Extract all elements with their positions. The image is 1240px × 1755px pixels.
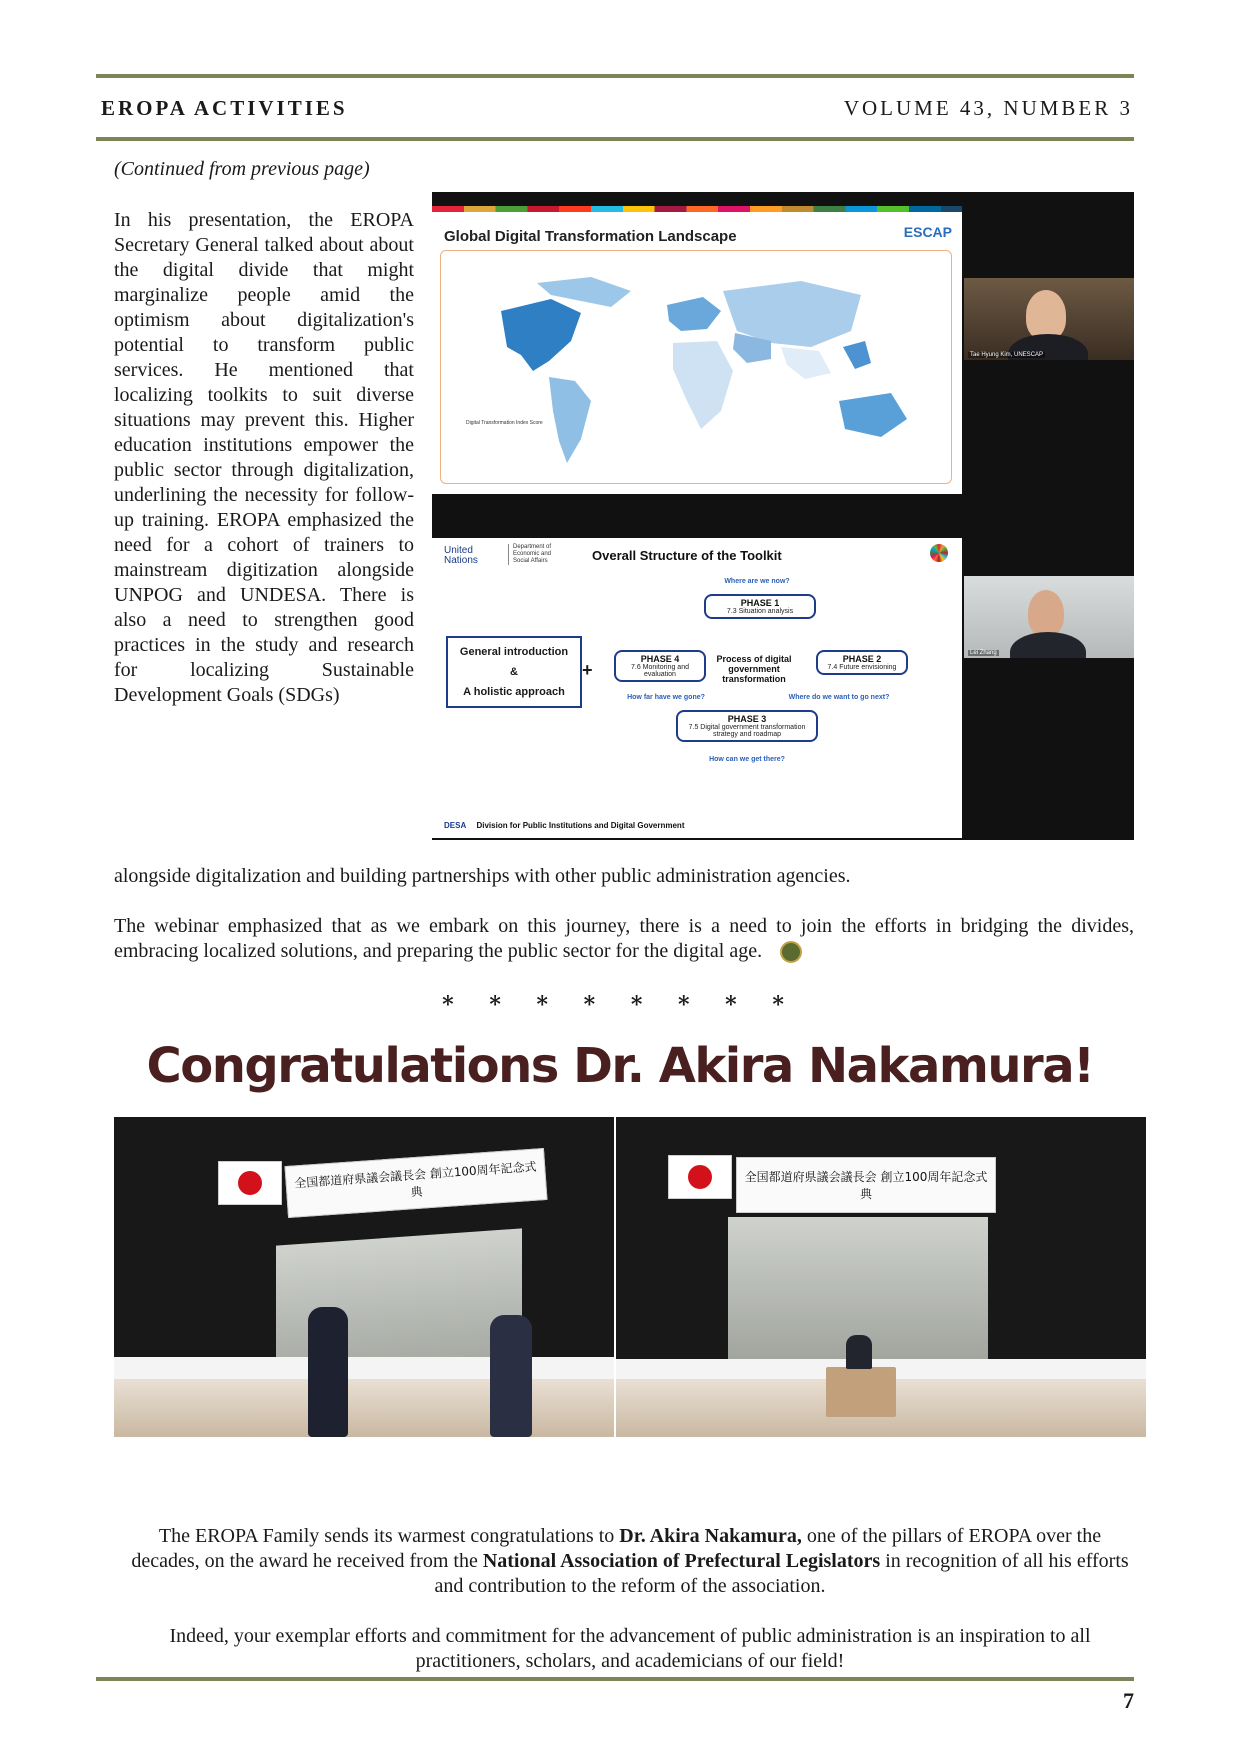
intro-line1: General introduction xyxy=(459,646,569,658)
japan-flag-icon xyxy=(218,1161,282,1205)
article-continuation: alongside digitalization and building partnerships with other public administration agencies. xyxy=(114,865,851,887)
sdg-wheel-icon xyxy=(930,544,948,562)
phase-sub: 7.4 Future envisioning xyxy=(827,664,897,671)
ceremony-photo-award xyxy=(114,1117,614,1437)
caption-text: one of the pillars of EROPA over the decades, on the award he received from the xyxy=(131,1525,1102,1572)
phase-3-box xyxy=(676,710,818,742)
intro-box xyxy=(446,636,582,708)
caption-text: in recognition of all his efforts and contribution to the reform of the association. xyxy=(434,1550,1129,1597)
world-map-icon xyxy=(441,251,951,483)
phase-title: PHASE 2 xyxy=(842,654,882,664)
desa-department xyxy=(508,544,551,565)
question-bottom: How can we get there? xyxy=(709,756,785,763)
desa-logo: DESA xyxy=(444,821,467,830)
ceremony-banner: 全国都道府県議会議長会 創立100周年記念式典 xyxy=(736,1157,996,1213)
slide-footer xyxy=(444,821,684,830)
header-rule xyxy=(96,137,1134,141)
closing-text: The webinar emphasized that as we embark on this journey, there is a need to join the efforts in bridging the divides, embracing localized solutions, and preparing the public sector for the digital age. xyxy=(114,915,1134,962)
map-frame xyxy=(440,250,952,484)
volume-number: VOLUME 43, NUMBER 3 xyxy=(843,96,1133,120)
phase-2-box xyxy=(816,650,908,675)
phase-4-box xyxy=(614,650,706,682)
ceremony-photo-speech xyxy=(616,1117,1146,1437)
un-logo-line1: United xyxy=(444,545,473,556)
eropa-seal-icon xyxy=(780,941,802,963)
speaker-video-tile-1 xyxy=(964,278,1134,360)
association-name: National Association of Prefectural Legislators xyxy=(482,1550,881,1572)
awardee-figure xyxy=(490,1315,532,1437)
webinar-screenshot-collage xyxy=(432,192,1134,840)
speaker-name-label: Lei Zhang xyxy=(970,650,997,656)
phase-sub: 7.5 Digital government transformation strategy and roadmap xyxy=(688,724,806,738)
congratulations-heading: Congratulations Dr. Akira Nakamura! xyxy=(146,1038,1094,1094)
phase-sub: 7.3 Situation analysis xyxy=(726,608,794,615)
process-center: Process of digital government transformation xyxy=(716,654,792,684)
ceremony-banner: 全国都道府県議会議長会 創立100周年記念式典 xyxy=(285,1148,548,1218)
slide-digital-landscape xyxy=(432,206,962,494)
un-logo-line2: Nations xyxy=(444,555,478,566)
speaker-body xyxy=(1010,632,1086,658)
division-name: Division for Public Institutions and Digital Government xyxy=(476,821,685,830)
podium xyxy=(826,1367,896,1417)
article-column-text: In his presentation, the EROPA Secretary General talked about about the digital divide that might marginalize people amid the optimism about digitalization's potential to transform public services. He mentioned that localizing toolkits to suit diverse situations may prevent this. Higher education institutions empower the public sector through digitalization, underlining the necessity for follow-up training. EROPA emphasized the need for a cohort of trainers to mainstream digitization alongside UNPOG and UNDESA. There is also a need to strengthen good practices in the study and research for localizing Sustainable Development Goals (SDGs) xyxy=(114,209,414,706)
caption-text: The EROPA Family sends its warmest congratulations to xyxy=(158,1525,620,1547)
closing-caption: Indeed, your exemplar efforts and commitment for the advancement of public administration is an inspiration to all practitioners, scholars, and academicians of our field! xyxy=(169,1625,1091,1672)
dept-line: Department of xyxy=(513,544,552,550)
article-closing xyxy=(114,914,1134,964)
phase-1-box xyxy=(704,594,816,619)
speaker-avatar xyxy=(1028,590,1064,636)
slide-toolkit-structure xyxy=(432,538,962,838)
phase-title: PHASE 4 xyxy=(640,654,680,664)
congratulations-caption xyxy=(130,1524,1130,1599)
escap-logo: ESCAP xyxy=(903,224,952,240)
slide-title: Overall Structure of the Toolkit xyxy=(592,548,782,563)
intro-amp: & xyxy=(510,666,518,678)
japan-flag-icon xyxy=(668,1155,732,1199)
question-left: How far have we gone? xyxy=(627,694,705,701)
awardee-name: Dr. Akira Nakamura, xyxy=(619,1525,802,1547)
stage-floor xyxy=(114,1379,614,1437)
presenter-figure xyxy=(308,1307,348,1437)
section-title: EROPA ACTIVITIES xyxy=(101,96,348,120)
speaker-video-tile-2 xyxy=(964,576,1134,658)
plus-sign: + xyxy=(582,660,593,680)
section-divider: * * * * * * * * xyxy=(442,992,798,1018)
phase-title: PHASE 3 xyxy=(727,714,767,724)
intro-line2: A holistic approach xyxy=(463,686,565,698)
speaker-avatar xyxy=(1026,290,1066,340)
speaker-name-label: Tae Hyung Kim, UNESCAP xyxy=(970,352,1044,358)
dept-line: Social Affairs xyxy=(513,558,548,564)
un-logo xyxy=(444,546,478,566)
phase-sub: 7.6 Monitoring and evaluation xyxy=(631,664,689,678)
continued-note: (Continued from previous page) xyxy=(114,158,370,180)
map-legend-title: Digital Transformation Index Score xyxy=(466,420,543,426)
sdg-color-bar xyxy=(432,206,962,212)
top-rule xyxy=(96,74,1134,78)
dept-line: Economic and xyxy=(513,551,552,557)
page-number: 7 xyxy=(1123,1688,1134,1713)
phase-title: PHASE 1 xyxy=(740,598,780,608)
speaker-figure xyxy=(846,1335,872,1369)
question-right: Where do we want to go next? xyxy=(788,694,890,701)
footer-rule xyxy=(96,1677,1134,1681)
question-top: Where are we now? xyxy=(724,578,790,585)
slide-title: Global Digital Transformation Landscape xyxy=(444,228,737,245)
